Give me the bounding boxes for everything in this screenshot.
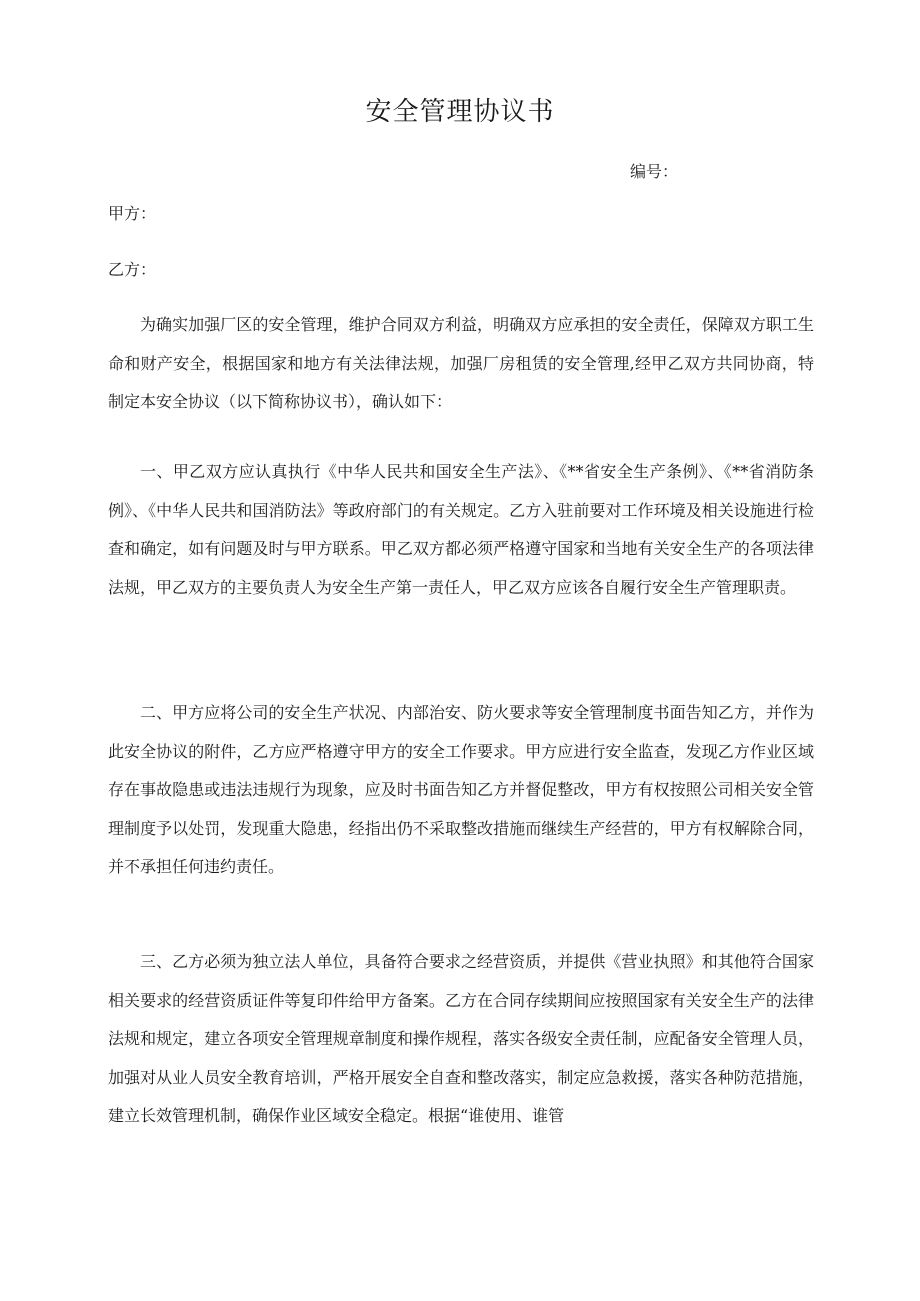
serial-number-label: 编号： bbox=[630, 162, 679, 181]
paragraph-clause-2: 二、甲方应将公司的安全生产状况、内部治安、防火要求等安全管理制度书面告知乙方，并作为此安全协议的附件，乙方应严格遵守甲方的安全工作要求。甲方应进行安全监查，发现乙方作业区域存在事故隐患或违法违规行为现象，应及时书面告知乙方并督促整改，甲方有权按照公司相关安全管理制度予以处罚，发现重大隐患，经指出仍不采取整改措施而继续生产经营的，甲方有权解除合同，并不承担任何违约责任。 bbox=[108, 703, 814, 876]
party-b-label: 乙方： bbox=[108, 260, 157, 279]
paragraph-intro: 为确实加强厂区的安全管理，维护合同双方利益，明确双方应承担的安全责任，保障双方职工生命和财产安全，根据国家和地方有关法律法规，加强厂房租赁的安全管理,经甲乙双方共同协商，特制定本安全协议（以下简称协议书），确认如下： bbox=[108, 315, 814, 411]
paragraph-clause-1: 一、甲乙双方应认真执行《中华人民共和国安全生产法》、《**省安全生产条例》、《**省消防条例》、《中华人民共和国消防法》等政府部门的有关规定。乙方入驻前要对工作环境及相关设施进行检查和确定，如有问题及时与甲方联系。甲乙双方都必须严格遵守国家和当地有关安全生产的各项法律法规，甲乙双方的主要负责人为安全生产第一责任人，甲乙双方应该各自履行安全生产管理职责。 bbox=[108, 462, 814, 597]
paragraph-clause-3: 三、乙方必须为独立法人单位，具备符合要求之经营资质，并提供《营业执照》和其他符合国家相关要求的经营资质证件等复印件给甲方备案。乙方在合同存续期间应按照国家有关安全生产的法律法规和规定，建立各项安全管理规章制度和操作规程，落实各级安全责任制，应配备安全管理人员，加强对从业人员安全教育培训，严格开展安全自查和整改落实，制定应急救援，落实各种防范措施，建立长效管理机制，确保作业区域安全稳定。根据“谁使用、谁管 bbox=[108, 952, 814, 1125]
page-title: 安全管理协议书 bbox=[365, 97, 555, 127]
party-a-label: 甲方： bbox=[108, 204, 157, 223]
